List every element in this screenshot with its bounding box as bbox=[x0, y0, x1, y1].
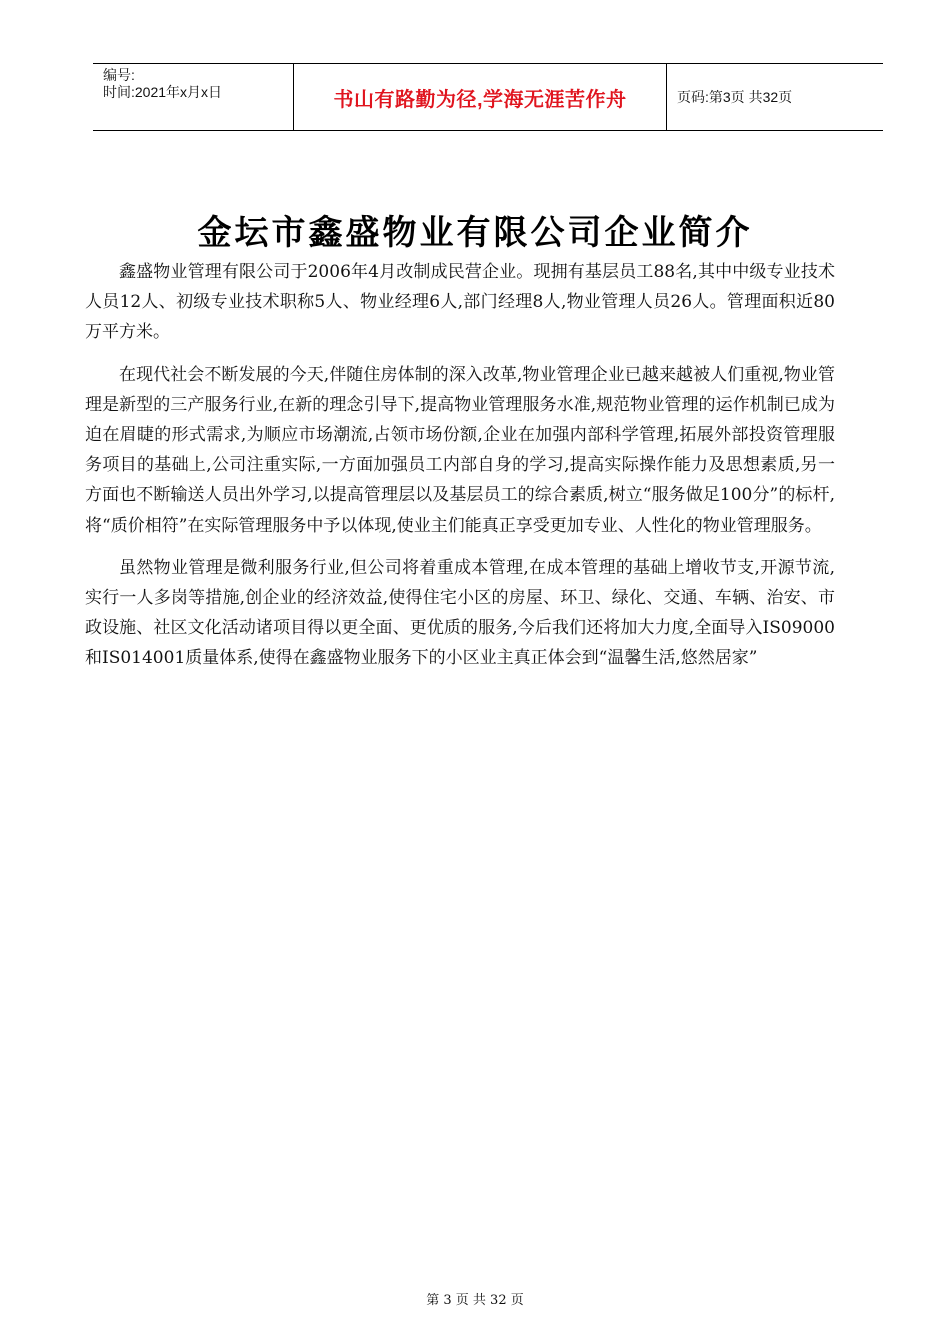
header-number-label: 编号: bbox=[103, 67, 135, 83]
document-title: 金坛市鑫盛物业有限公司企业简介 bbox=[197, 213, 753, 253]
header-page-label: 页码:第3页 共32页 bbox=[677, 89, 793, 105]
header-motto: 书山有路勤为径,学海无涯苦作舟 bbox=[294, 64, 667, 130]
paragraph: 鑫盛物业管理有限公司于2006年4月改制成民营企业。现拥有基层员工88名,其中中级专业技术人员12人、初级专业技术职称5人、物业经理6人,部门经理8人,物业管理人员26人。管理面积近80万平方米。 bbox=[85, 262, 835, 343]
paragraph: 在现代社会不断发展的今天,伴随住房体制的深入改革,物业管理企业已越来越被人们重视,物业管理是新型的三产服务行业,在新的理念引导下,提高物业管理服务水准,规范物业管理的运作机制已成为迫在眉睫的形式需求,为顺应市场潮流,占领市场份额,企业在加强内部科学管理,拓展外部投资管理服务项目的基础上,公司注重实际,一方面加强员工内部自身的学习,提高实际操作能力及思想素质,另一方面也不断输送人员出外学习,以提高管理层以及基层员工的综合素质,树立“服务做足100分”的标杆,将“质价相符”在实际管理服务中予以体现,使业主们能真正享受更加专业、人性化的物业管理服务。 bbox=[85, 364, 835, 536]
page-footer: 第 3 页 共 32 页 bbox=[426, 1293, 524, 1308]
header-info-cell bbox=[93, 64, 294, 130]
paragraph: 虽然物业管理是微利服务行业,但公司将着重成本管理,在成本管理的基础上增收节支,开源节流,实行一人多岗等措施,创企业的经济效益,使得住宅小区的房屋、环卫、绿化、交通、车辆、治安、市政设施、社区文化活动诸项目得以更全面、更优质的服务,今后我们还将加大力度,全面导入IS09000和IS014001质量体系,使得在鑫盛物业服务下的小区业主真正体会到“温馨生活,悠然居家” bbox=[85, 557, 835, 669]
header-time-label: 时间:2021年x月x日 bbox=[103, 84, 223, 100]
page-header bbox=[93, 63, 883, 131]
document-body bbox=[85, 257, 835, 686]
